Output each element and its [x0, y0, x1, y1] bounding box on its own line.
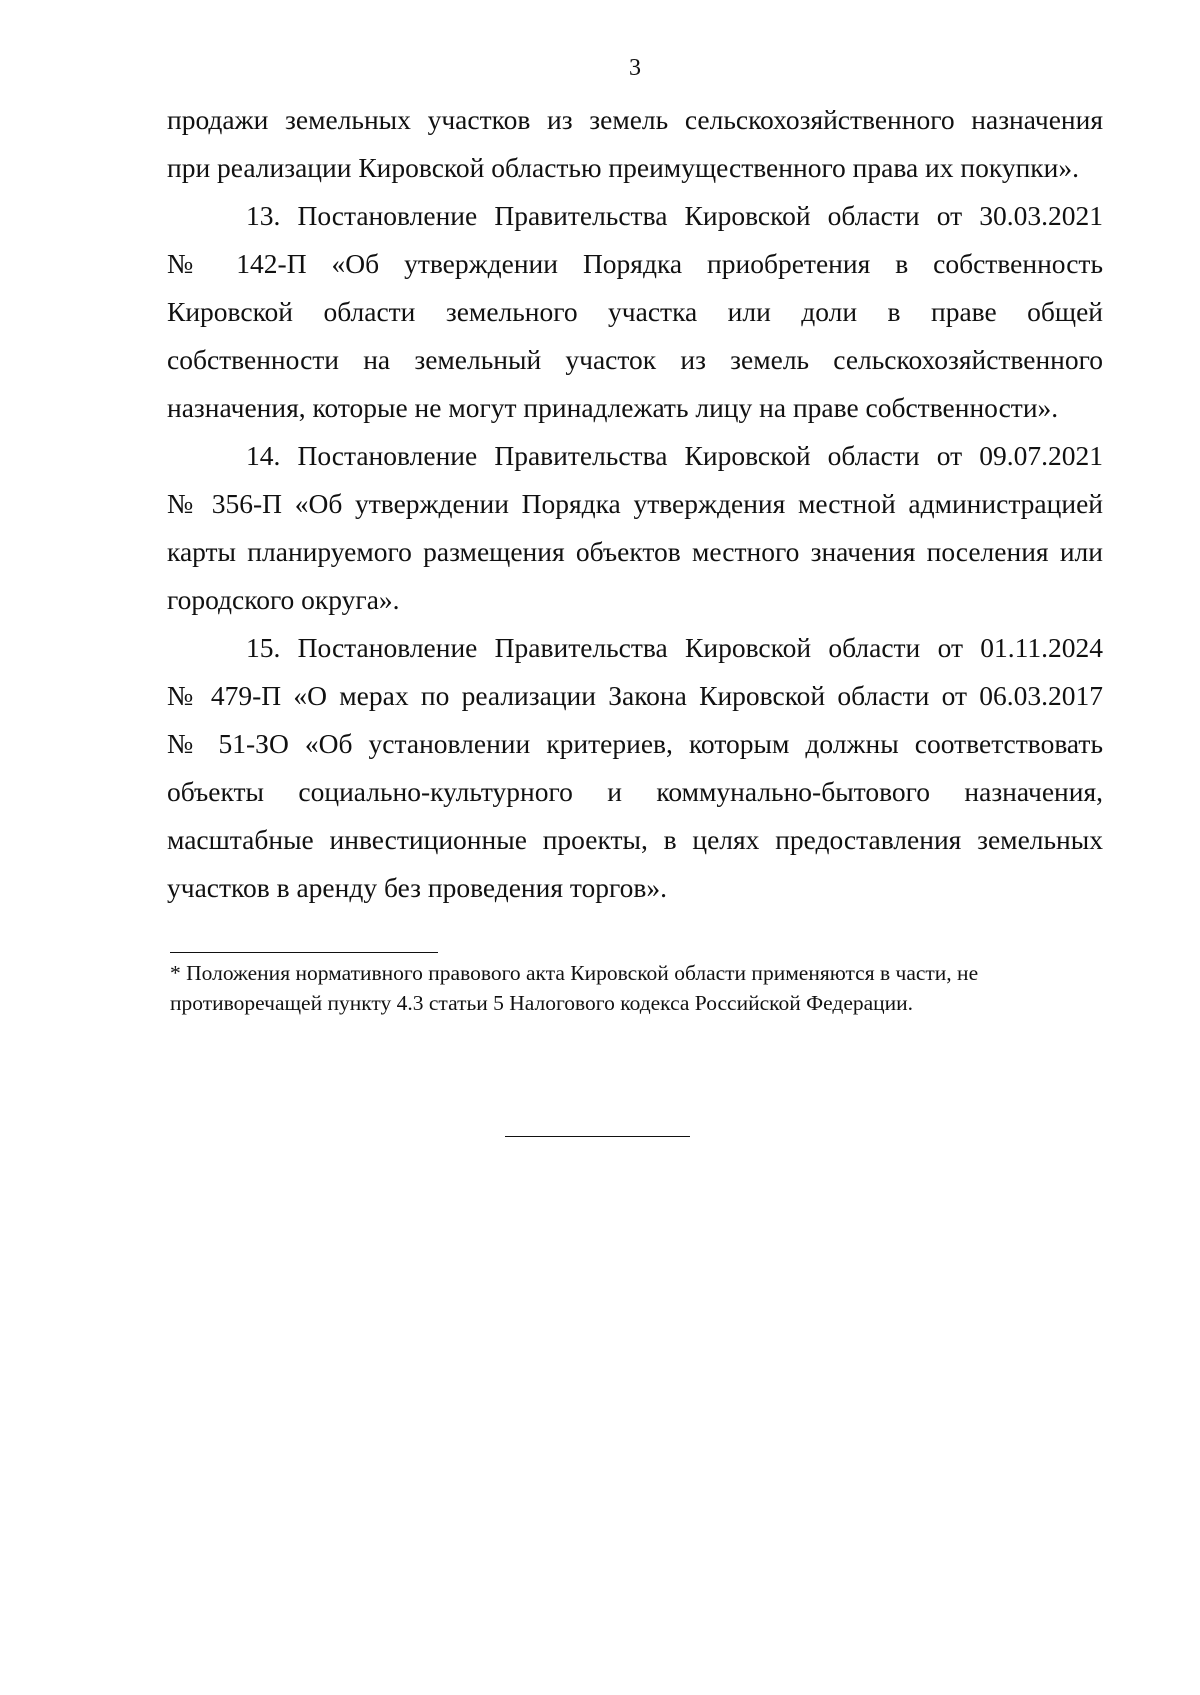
text-line: № 356-П «Об утверждении Порядка утверждения местной администрацией — [167, 488, 1103, 519]
footnote-line: противоречащей пункту 4.3 статьи 5 Налогового кодекса Российской Федерации. — [170, 991, 914, 1015]
text-line: назначения, которые не могут принадлежать лицу на праве собственности». — [167, 392, 1059, 423]
list-item-15-heading: 15. Постановление Правительства Кировской области от 01.11.2024 — [246, 632, 1103, 663]
page-number: 3 — [629, 55, 641, 81]
text-line: № 479-П «О мерах по реализации Закона Кировской области от 06.03.2017 — [167, 680, 1103, 711]
text-line: участков в аренду без проведения торгов». — [167, 872, 667, 903]
text-line: Кировской области земельного участка или доли в праве общей — [167, 296, 1103, 327]
footnote — [170, 958, 1105, 1018]
text-line: № 51-ЗО «Об установлении критериев, которым должны соответствовать — [167, 728, 1103, 759]
text-line: карты планируемого размещения объектов местного значения поселения или — [167, 536, 1103, 567]
text-line: объекты социально-культурного и коммунально-бытового назначения, — [167, 776, 1103, 807]
document-body — [167, 96, 1103, 912]
text-line: продажи земельных участков из земель сельскохозяйственного назначения — [167, 104, 1103, 135]
text-line: № 142-П «Об утверждении Порядка приобретения в собственность — [167, 248, 1103, 279]
list-item-14-heading: 14. Постановление Правительства Кировской области от 09.07.2021 — [246, 440, 1103, 471]
text-line: при реализации Кировской областью преимущественного права их покупки». — [167, 152, 1079, 183]
end-of-document-rule — [505, 1136, 690, 1137]
list-item-13-heading: 13. Постановление Правительства Кировской области от 30.03.2021 — [246, 200, 1103, 231]
text-line: собственности на земельный участок из земель сельскохозяйственного — [167, 344, 1103, 375]
footnote-separator — [170, 952, 438, 953]
footnote-line: * Положения нормативного правового акта Кировской области применяются в части, не — [170, 961, 979, 985]
text-line: масштабные инвестиционные проекты, в целях предоставления земельных — [167, 824, 1103, 855]
text-line: городского округа». — [167, 584, 400, 615]
